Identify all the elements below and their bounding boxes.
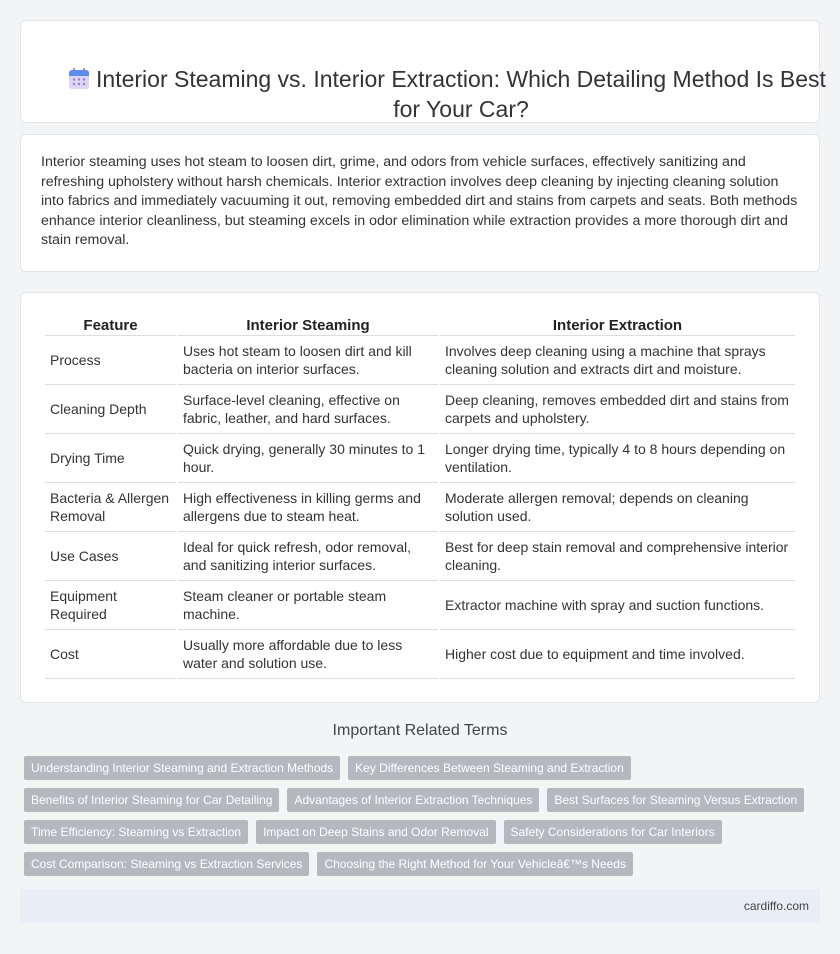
steaming-cell: Usually more affordable due to less water and solution use.: [178, 630, 438, 679]
feature-cell: Drying Time: [45, 434, 176, 483]
related-tag[interactable]: Understanding Interior Steaming and Extraction Methods: [24, 756, 340, 780]
steaming-cell: Quick drying, generally 30 minutes to 1 hour.: [178, 434, 438, 483]
related-tag[interactable]: Advantages of Interior Extraction Techniques: [287, 788, 539, 812]
related-tag[interactable]: Time Efficiency: Steaming vs Extraction: [24, 820, 248, 844]
related-tag[interactable]: Cost Comparison: Steaming vs Extraction Services: [24, 852, 309, 876]
feature-cell: Equipment Required: [45, 581, 176, 630]
feature-cell: Bacteria & Allergen Removal: [45, 483, 176, 532]
tag-row: [24, 852, 824, 876]
feature-cell: Use Cases: [45, 532, 176, 581]
extraction-cell: Higher cost due to equipment and time involved.: [440, 630, 795, 679]
extraction-cell: Involves deep cleaning using a machine that sprays cleaning solution and extracts dirt and moisture.: [440, 336, 795, 385]
header-interior-extraction: Interior Extraction: [440, 313, 795, 336]
footer: [20, 889, 820, 923]
table-row: [45, 581, 795, 630]
comparison-table-card: [20, 292, 820, 703]
related-tag[interactable]: Choosing the Right Method for Your Vehicleâ€™s Needs: [317, 852, 633, 876]
steaming-cell: Uses hot steam to loosen dirt and kill bacteria on interior surfaces.: [178, 336, 438, 385]
steaming-cell: Surface-level cleaning, effective on fabric, leather, and hard surfaces.: [178, 385, 438, 434]
steaming-cell: High effectiveness in killing germs and allergens due to steam heat.: [178, 483, 438, 532]
feature-cell: Cost: [45, 630, 176, 679]
tag-row: [24, 820, 824, 844]
comparison-table: [43, 313, 797, 679]
table-row: [45, 385, 795, 434]
extraction-cell: Longer drying time, typically 4 to 8 hours depending on ventilation.: [440, 434, 795, 483]
related-tag[interactable]: Safety Considerations for Car Interiors: [504, 820, 722, 844]
table-row: [45, 483, 795, 532]
related-terms-tags: [24, 756, 824, 884]
feature-cell: Process: [45, 336, 176, 385]
tag-row: [24, 788, 824, 812]
steaming-cell: Ideal for quick refresh, odor removal, and sanitizing interior surfaces.: [178, 532, 438, 581]
page-title: Interior Steaming vs. Interior Extraction: Which Detailing Method Is Best for Your Car?: [96, 66, 826, 122]
table-row: [45, 336, 795, 385]
related-terms-heading: Important Related Terms: [332, 722, 508, 739]
extraction-cell: Extractor machine with spray and suction functions.: [440, 581, 795, 630]
table-row: [45, 434, 795, 483]
extraction-cell: Moderate allergen removal; depends on cleaning solution used.: [440, 483, 795, 532]
steaming-cell: Steam cleaner or portable steam machine.: [178, 581, 438, 630]
tag-row: [24, 756, 824, 780]
related-tag[interactable]: Impact on Deep Stains and Odor Removal: [256, 820, 495, 844]
header-feature: Feature: [45, 313, 176, 336]
intro-card: [20, 134, 820, 272]
feature-cell: Cleaning Depth: [45, 385, 176, 434]
related-tag[interactable]: Benefits of Interior Steaming for Car Detailing: [24, 788, 279, 812]
table-header-row: [45, 313, 795, 336]
extraction-cell: Deep cleaning, removes embedded dirt and stains from carpets and upholstery.: [440, 385, 795, 434]
title-card: [20, 20, 826, 123]
related-tag[interactable]: Key Differences Between Steaming and Extraction: [348, 756, 631, 780]
header-interior-steaming: Interior Steaming: [178, 313, 438, 336]
table-row: [45, 532, 795, 581]
extraction-cell: Best for deep stain removal and comprehensive interior cleaning.: [440, 532, 795, 581]
intro-paragraph: Interior steaming uses hot steam to loosen dirt, grime, and odors from vehicle surfaces, effectively sanitizing and refreshing upholstery without harsh chemicals. Interior extraction involves deep cleaning by injecting cleaning solution into fabrics and immediately vacuuming it out, removing embedded dirt and stains from carpets and seats. Both methods enhance interior cleanliness, but steaming excels in odor elimination while extraction provides a more thorough dirt and stain removal.: [41, 154, 798, 248]
calendar-icon: [67, 67, 91, 91]
table-row: [45, 630, 795, 679]
footer-site-link[interactable]: cardiffo.com: [743, 899, 809, 913]
related-tag[interactable]: Best Surfaces for Steaming Versus Extraction: [547, 788, 804, 812]
